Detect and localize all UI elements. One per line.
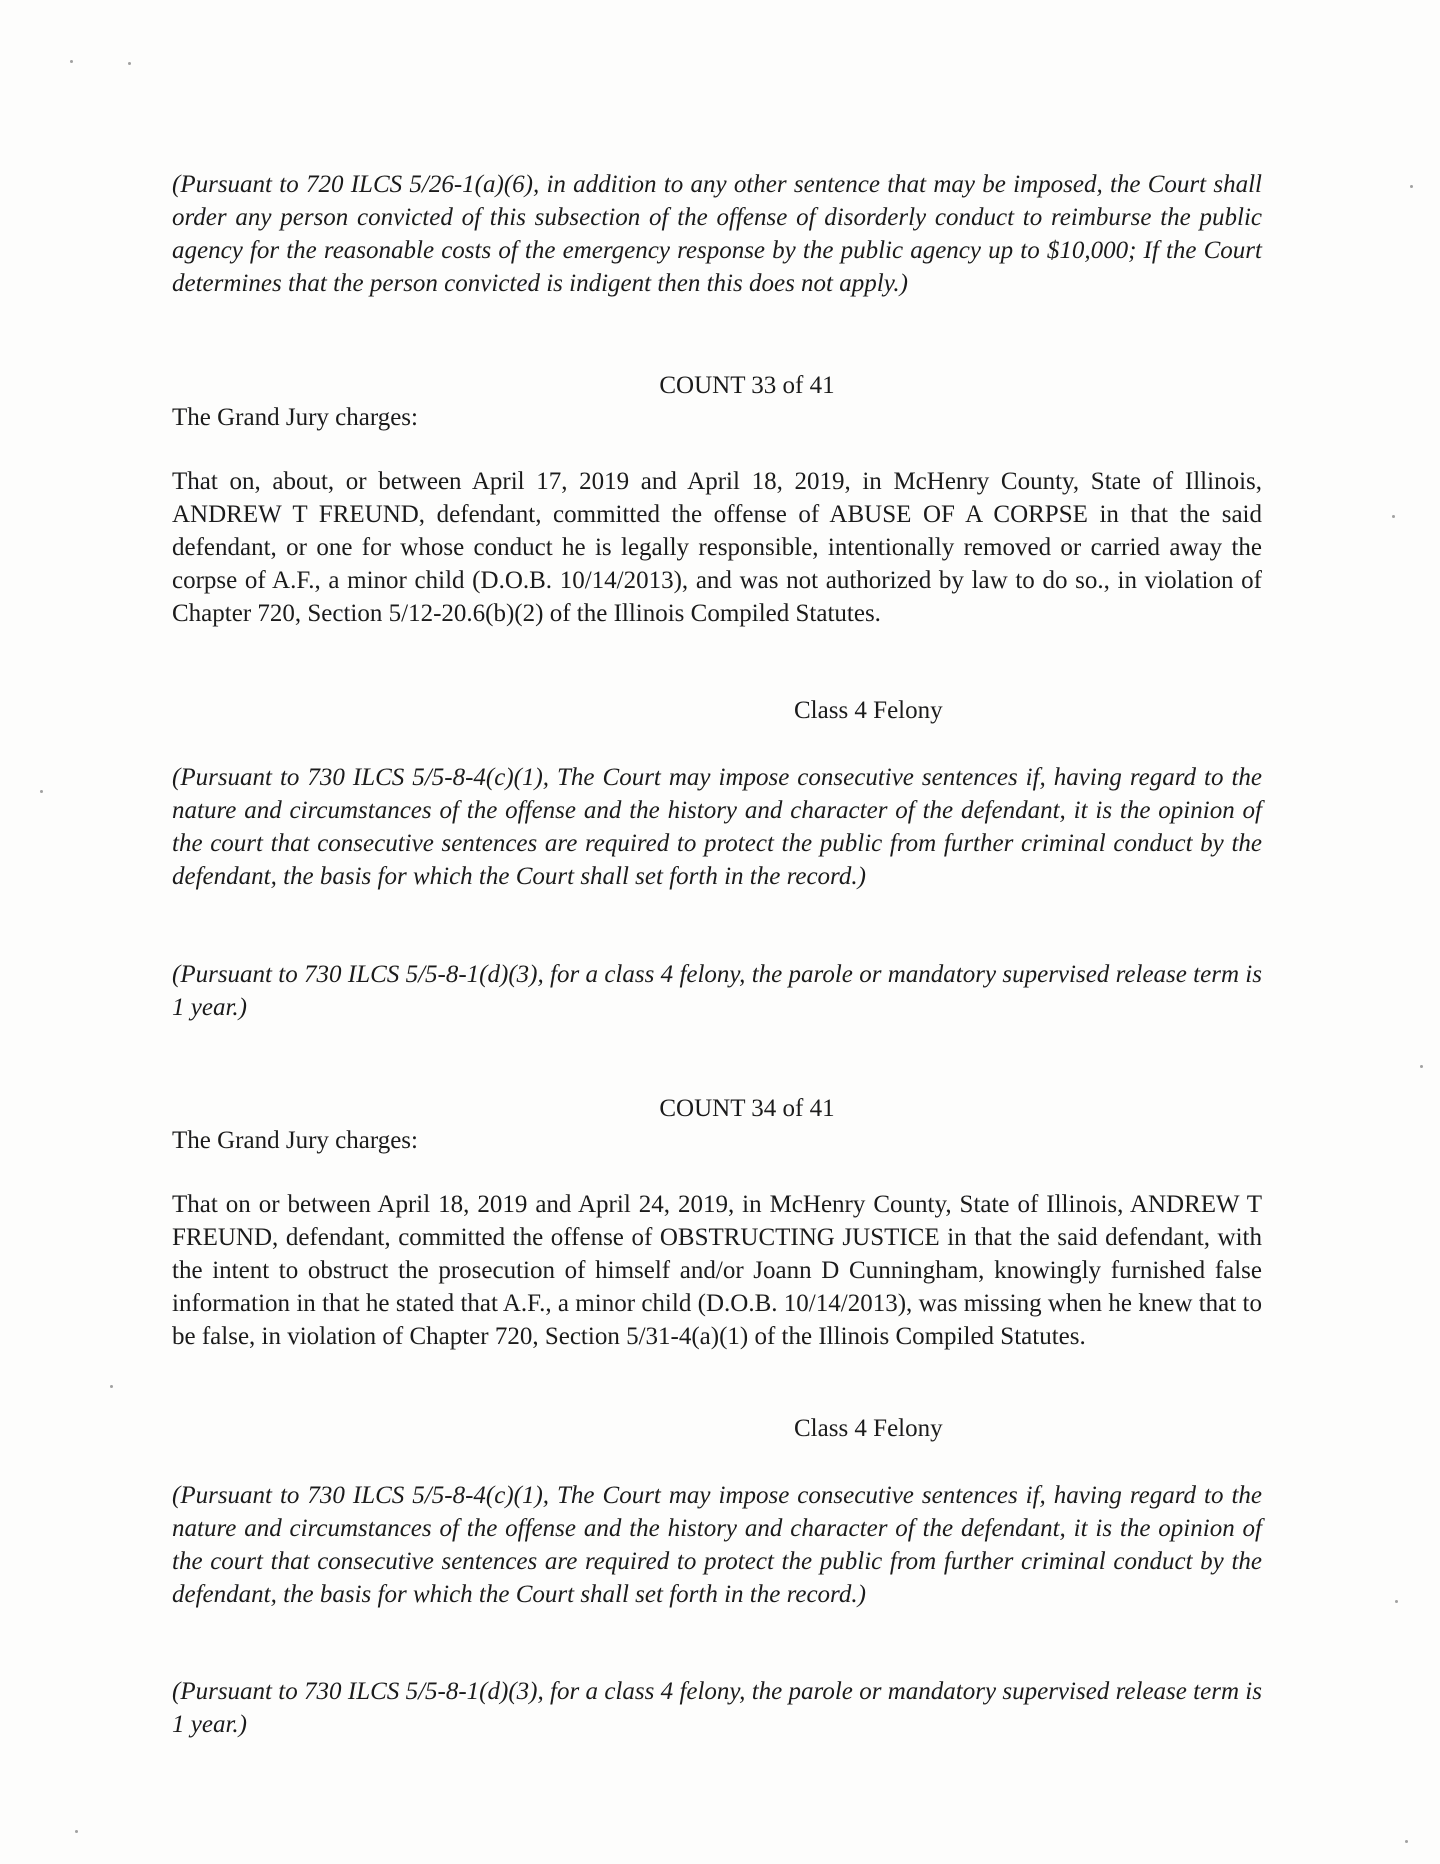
count-33-heading-block xyxy=(172,369,1262,402)
count-33-class: Class 4 Felony xyxy=(794,697,943,724)
count-34-charges-block xyxy=(172,1124,1262,1157)
disorderly-conduct-note: (Pursuant to 720 ILCS 5/26-1(a)(6), in addition to any other sentence that may be imposed, the Court shall order any person convicted of this subsection of the offense of disorderly conduct to reimburse the public agency for the reasonable costs of the emergency response by the public agency up to $10,000; If the Court determines that the person convicted is indigent then this does not apply.) xyxy=(172,171,1262,297)
count-34-heading-block xyxy=(172,1092,1262,1125)
scan-speck xyxy=(75,1830,78,1833)
count-34-consecutive-note-block xyxy=(172,1479,1262,1611)
count-33-charges-block xyxy=(172,401,1262,434)
scan-speck xyxy=(128,62,131,65)
count-33-parole-note-block xyxy=(172,958,1262,1024)
count-33-parole-note: (Pursuant to 730 ILCS 5/5-8-1(d)(3), for a class 4 felony, the parole or mandatory supervised release term is 1 year.) xyxy=(172,961,1262,1021)
count-34-parole-note: (Pursuant to 730 ILCS 5/5-8-1(d)(3), for a class 4 felony, the parole or mandatory supervised release term is 1 year.) xyxy=(172,1678,1262,1738)
scan-speck xyxy=(110,1385,113,1388)
scan-speck xyxy=(40,790,43,793)
count-33-body-block xyxy=(172,465,1262,630)
scan-speck xyxy=(1392,515,1395,518)
count-34-charges-label: The Grand Jury charges: xyxy=(172,1127,418,1154)
scan-speck xyxy=(1405,1840,1408,1843)
count-33-consecutive-note-block xyxy=(172,761,1262,893)
scan-speck xyxy=(1420,1065,1423,1068)
count-34-consecutive-note: (Pursuant to 730 ILCS 5/5-8-4(c)(1), The Court may impose consecutive sentences if, having regard to the nature and circumstances of the offense and the history and character of the defendant, it is the opinion of the court that consecutive sentences are required to protect the public from further criminal conduct by the defendant, the basis for which the Court shall set forth in the record.) xyxy=(172,1482,1262,1608)
count-34-heading: COUNT 34 of 41 xyxy=(659,1095,835,1122)
scan-speck xyxy=(70,60,73,63)
count-33-body: That on, about, or between April 17, 2019 and April 18, 2019, in McHenry County, State of Illinois, ANDREW T FREUND, defendant, committed the offense of ABUSE OF A CORPSE in that the said defendant, or one for whose conduct he is legally responsible, intentionally removed or carried away the corpse of A.F., a minor child (D.O.B. 10/14/2013), and was not authorized by law to do so., in violation of Chapter 720, Section 5/12-20.6(b)(2) of the Illinois Compiled Statutes. xyxy=(172,468,1262,627)
count-33-charges-label: The Grand Jury charges: xyxy=(172,404,418,431)
count-33-class-block xyxy=(172,694,1262,727)
count-34-class: Class 4 Felony xyxy=(794,1415,943,1442)
disorderly-conduct-note-block xyxy=(172,168,1262,300)
scan-speck xyxy=(1395,1600,1398,1603)
scan-speck xyxy=(1410,185,1413,188)
count-34-parole-note-block xyxy=(172,1675,1262,1741)
count-34-body-block xyxy=(172,1188,1262,1353)
count-34-body: That on or between April 18, 2019 and April 24, 2019, in McHenry County, State of Illinois, ANDREW T FREUND, defendant, committed the offense of OBSTRUCTING JUSTICE in that the said defendant, with the intent to obstruct the prosecution of himself and/or Joann D Cunningham, knowingly furnished false information in that he stated that A.F., a minor child (D.O.B. 10/14/2013), was missing when he knew that to be false, in violation of Chapter 720, Section 5/31-4(a)(1) of the Illinois Compiled Statutes. xyxy=(172,1191,1262,1350)
count-34-class-block xyxy=(172,1412,1262,1445)
count-33-heading: COUNT 33 of 41 xyxy=(659,372,835,399)
count-33-consecutive-note: (Pursuant to 730 ILCS 5/5-8-4(c)(1), The Court may impose consecutive sentences if, having regard to the nature and circumstances of the offense and the history and character of the defendant, it is the opinion of the court that consecutive sentences are required to protect the public from further criminal conduct by the defendant, the basis for which the Court shall set forth in the record.) xyxy=(172,764,1262,890)
